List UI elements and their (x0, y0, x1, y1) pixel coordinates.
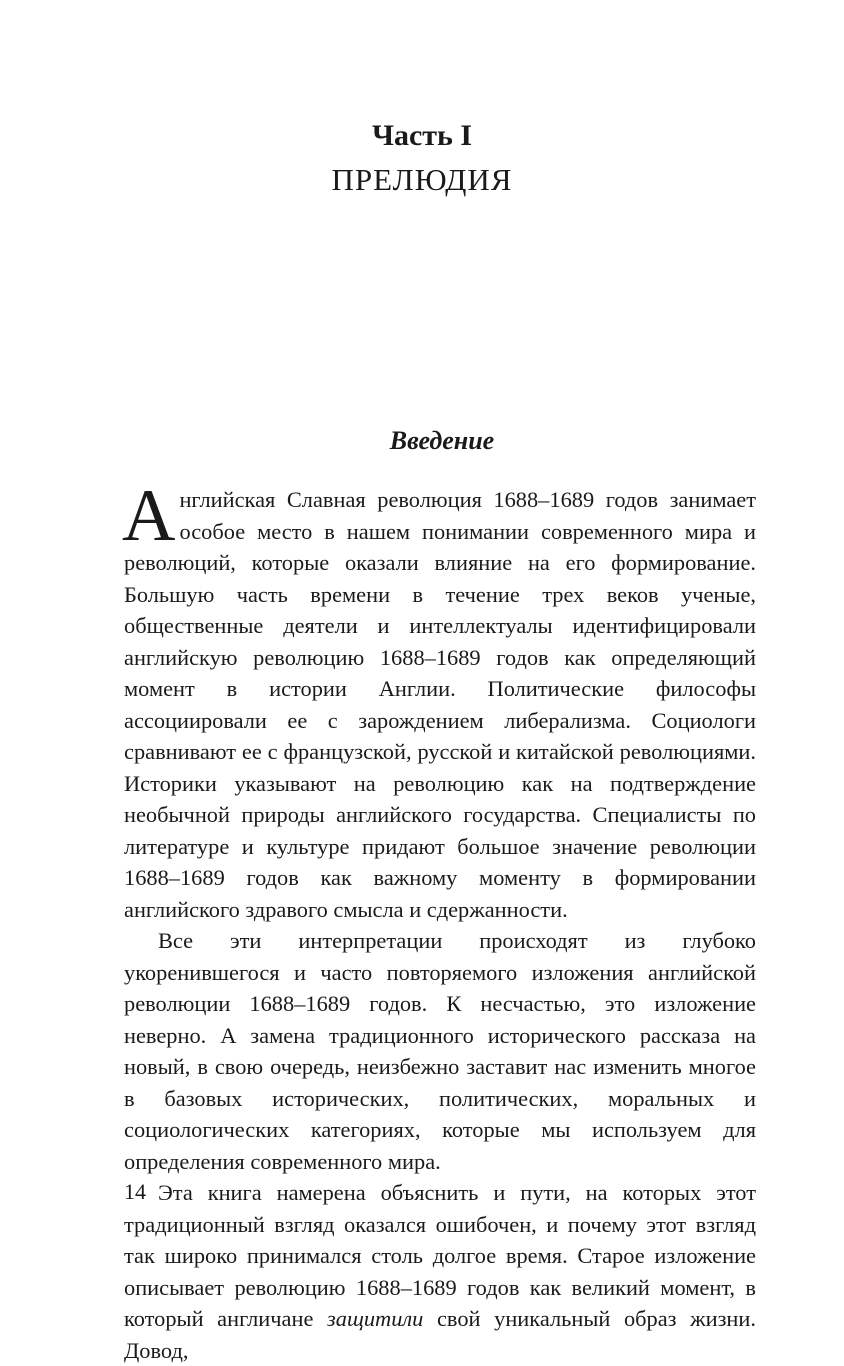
part-label: Часть I (371, 119, 473, 152)
paragraph-2-text: Все эти интерпретации происходят из глубоко укоренившегося и часто повторяемого изложения английской революции 1688–1689 годов. К несчастью, это изложение неверно. А замена традиционного исторического рассказа на новый, в свою очередь, неизбежно заставит нас изменить многое в базовых исторических, политических, моральных и социологических категориях, которые мы используем для определения современного мира. (124, 928, 756, 1174)
paragraph-1 (122, 475, 756, 925)
paragraph-3-emphasis: защитили (327, 1306, 424, 1331)
paragraph-3-text-after: свой уникальный образ жизни. Довод, (124, 1306, 756, 1363)
paragraph-3 (124, 1177, 756, 1366)
section-heading: Введение (389, 426, 495, 455)
paragraph-3-text-before: Эта книга намерена объяснить и пути, на которых этот традиционный взгляд оказался ошибочен, и почему этот взгляд так широко принимался столь долгое время. Старое изложение описывает революцию 1688–1689 годов как великий момент, в который англичане (124, 1180, 756, 1331)
paragraph-2 (124, 925, 756, 1177)
page-number: 14 (124, 1179, 146, 1204)
part-title: ПРЕЛЮДИЯ (331, 162, 513, 197)
paragraph-1-text: нглийская Славная революция 1688–1689 годов занимает особое место в нашем понимании современного мира и революций, которые оказали влияние на его формирование. Большую часть времени в течение трех веков ученые, общественные деятели и интеллектуалы идентифицировали английскую революцию 1688–1689 годов как определяющий момент в истории Англии. Политические философы ассоциировали ее с зарождением либерализма. Социологи сравнивают ее с французской, русской и китайской революциями. Историки указывают на революцию как на подтверждение необычной природы английского государства. Специалисты по литературе и культуре придают большое значение революции 1688–1689 годов как важному моменту в формировании английского здравого смысла и сдержанности. (124, 487, 756, 922)
body-text (122, 475, 756, 1366)
drop-cap: А (122, 475, 176, 557)
